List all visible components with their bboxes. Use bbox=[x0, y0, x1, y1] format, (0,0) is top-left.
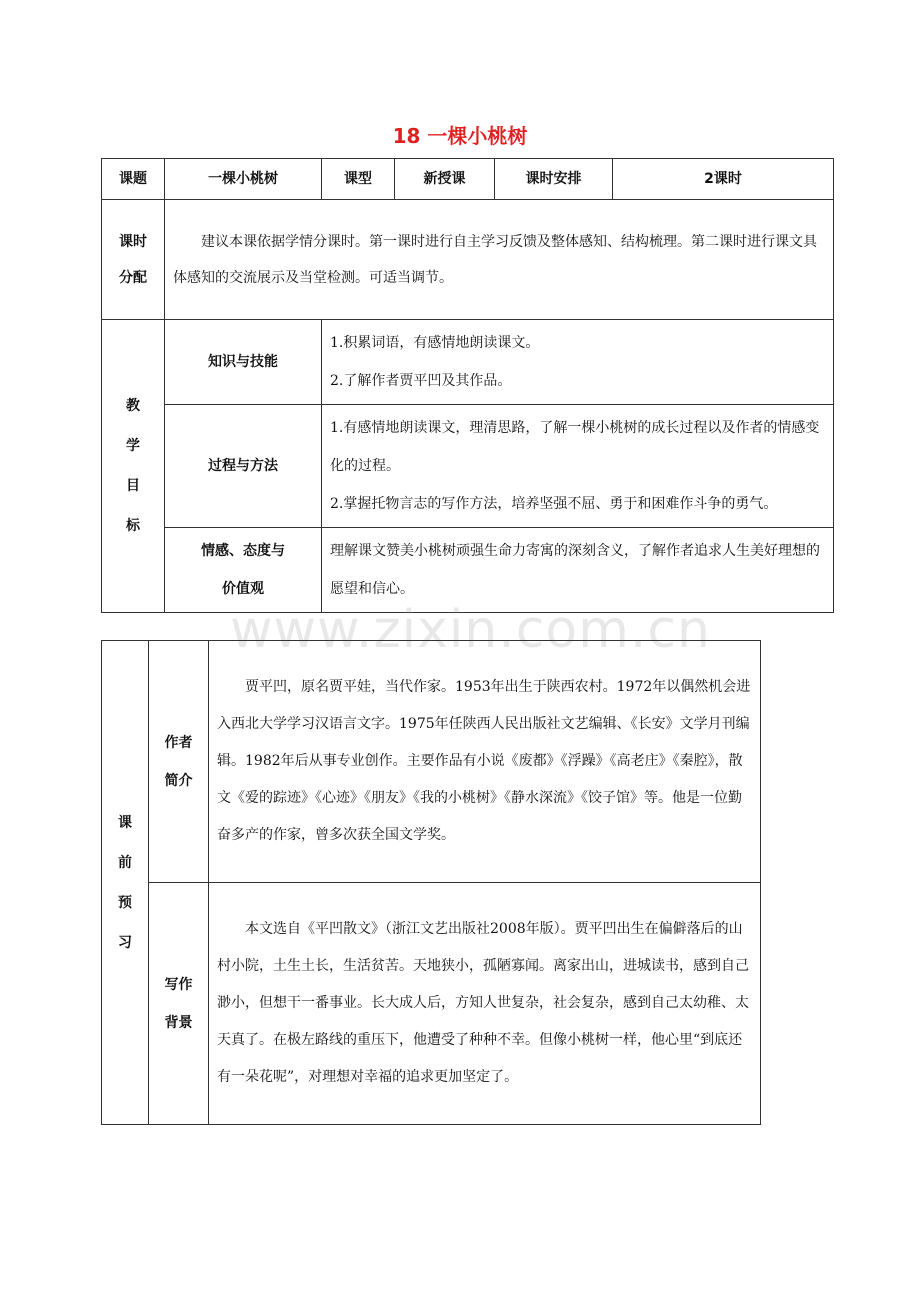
emotion-label-line2: 价值观 bbox=[222, 581, 264, 597]
process-items bbox=[322, 405, 834, 528]
preview-label-char: 预 bbox=[118, 894, 132, 911]
author-text-cell bbox=[209, 641, 761, 883]
allocation-text-cell bbox=[165, 200, 834, 320]
schedule-value: 2课时 bbox=[613, 159, 834, 200]
knowledge-item: 2.了解作者贾平凹及其作品。 bbox=[330, 373, 512, 389]
preview-label-char: 课 bbox=[118, 814, 132, 831]
background-label-line1: 写作 bbox=[164, 976, 193, 993]
author-label-line1: 作者 bbox=[164, 734, 193, 751]
objectives-label bbox=[102, 320, 165, 613]
allocation-label bbox=[102, 200, 165, 320]
objectives-label-char: 标 bbox=[126, 518, 140, 534]
topic-value: 一棵小桃树 bbox=[165, 159, 322, 200]
process-item: 2.掌握托物言志的写作方法，培养坚强不屈、勇于和困难作斗争的勇气。 bbox=[330, 496, 778, 512]
preview-label-char: 习 bbox=[118, 934, 132, 951]
preview-table bbox=[101, 640, 761, 1125]
background-text-cell bbox=[209, 883, 761, 1125]
lesson-overview-table bbox=[101, 158, 834, 613]
objectives-label-char: 目 bbox=[126, 478, 140, 494]
process-row bbox=[102, 405, 834, 528]
author-label-line2: 简介 bbox=[164, 772, 193, 789]
emotion-label bbox=[165, 528, 322, 613]
allocation-label-line2: 分配 bbox=[119, 269, 147, 286]
allocation-text: 建议本课依据学情分课时。第一课时进行自主学习反馈及整体感知、结构梳理。第二课时进行课文具体感知的交流展示及当堂检测。可适当调节。 bbox=[173, 233, 817, 286]
author-label bbox=[149, 641, 209, 883]
author-row bbox=[102, 641, 761, 883]
knowledge-label: 知识与技能 bbox=[165, 320, 322, 405]
schedule-label: 课时安排 bbox=[495, 159, 613, 200]
background-row bbox=[102, 883, 761, 1125]
allocation-row bbox=[102, 200, 834, 320]
author-text: 贾平凹，原名贾平娃，当代作家。1953年出生于陕西农村。1972年以偶然机会进入西北大学学习汉语言文字。1975年任陕西人民出版社文艺编辑、《长安》文学月刊编辑。1982年后从事专业创作。主要作品有小说《废都》《浮躁》《高老庄》《秦腔》，散文《爱的踪迹》《心迹》《朋友》《我的小桃树》《静水深流》《饺子馆》等。他是一位勤奋多产的作家，曾多次获全国文学奖。 bbox=[217, 679, 751, 843]
info-row bbox=[102, 159, 834, 200]
type-label: 课型 bbox=[322, 159, 395, 200]
knowledge-item: 1.积累词语，有感情地朗读课文。 bbox=[330, 335, 540, 351]
page-title: 18 一棵小桃树 bbox=[392, 124, 528, 148]
emotion-text-cell bbox=[322, 528, 834, 613]
allocation-label-line1: 课时 bbox=[119, 233, 147, 250]
knowledge-items bbox=[322, 320, 834, 405]
knowledge-row bbox=[102, 320, 834, 405]
emotion-label-line1: 情感、态度与 bbox=[201, 543, 285, 559]
objectives-label-char: 学 bbox=[126, 438, 140, 454]
objectives-label-char: 教 bbox=[126, 398, 140, 414]
watermark: www.zixin.com.cn bbox=[230, 600, 711, 660]
type-value: 新授课 bbox=[395, 159, 495, 200]
topic-label: 课题 bbox=[102, 159, 165, 200]
emotion-text: 理解课文赞美小桃树顽强生命力寄寓的深刻含义，了解作者追求人生美好理想的愿望和信心。 bbox=[330, 543, 820, 597]
preview-label bbox=[102, 641, 149, 1125]
process-item: 1.有感情地朗读课文，理清思路，了解一棵小桃树的成长过程以及作者的情感变化的过程。 bbox=[330, 420, 820, 474]
emotion-row bbox=[102, 528, 834, 613]
background-label bbox=[149, 883, 209, 1125]
preview-label-char: 前 bbox=[118, 854, 132, 871]
background-label-line2: 背景 bbox=[164, 1014, 193, 1031]
process-label: 过程与方法 bbox=[165, 405, 322, 528]
background-text: 本文选自《平凹散文》（浙江文艺出版社2008年版）。贾平凹出生在偏僻落后的山村小院，土生土长，生活贫苦。天地狭小，孤陋寡闻。离家出山，进城读书，感到自己渺小，但想干一番事业。长大成人后，方知人世复杂，社会复杂，感到自己太幼稚、太天真了。在极左路线的重压下，他遭受了种种不幸。但像小桃树一样，他心里“到底还有一朵花呢”，对理想对幸福的追求更加坚定了。 bbox=[217, 921, 749, 1085]
